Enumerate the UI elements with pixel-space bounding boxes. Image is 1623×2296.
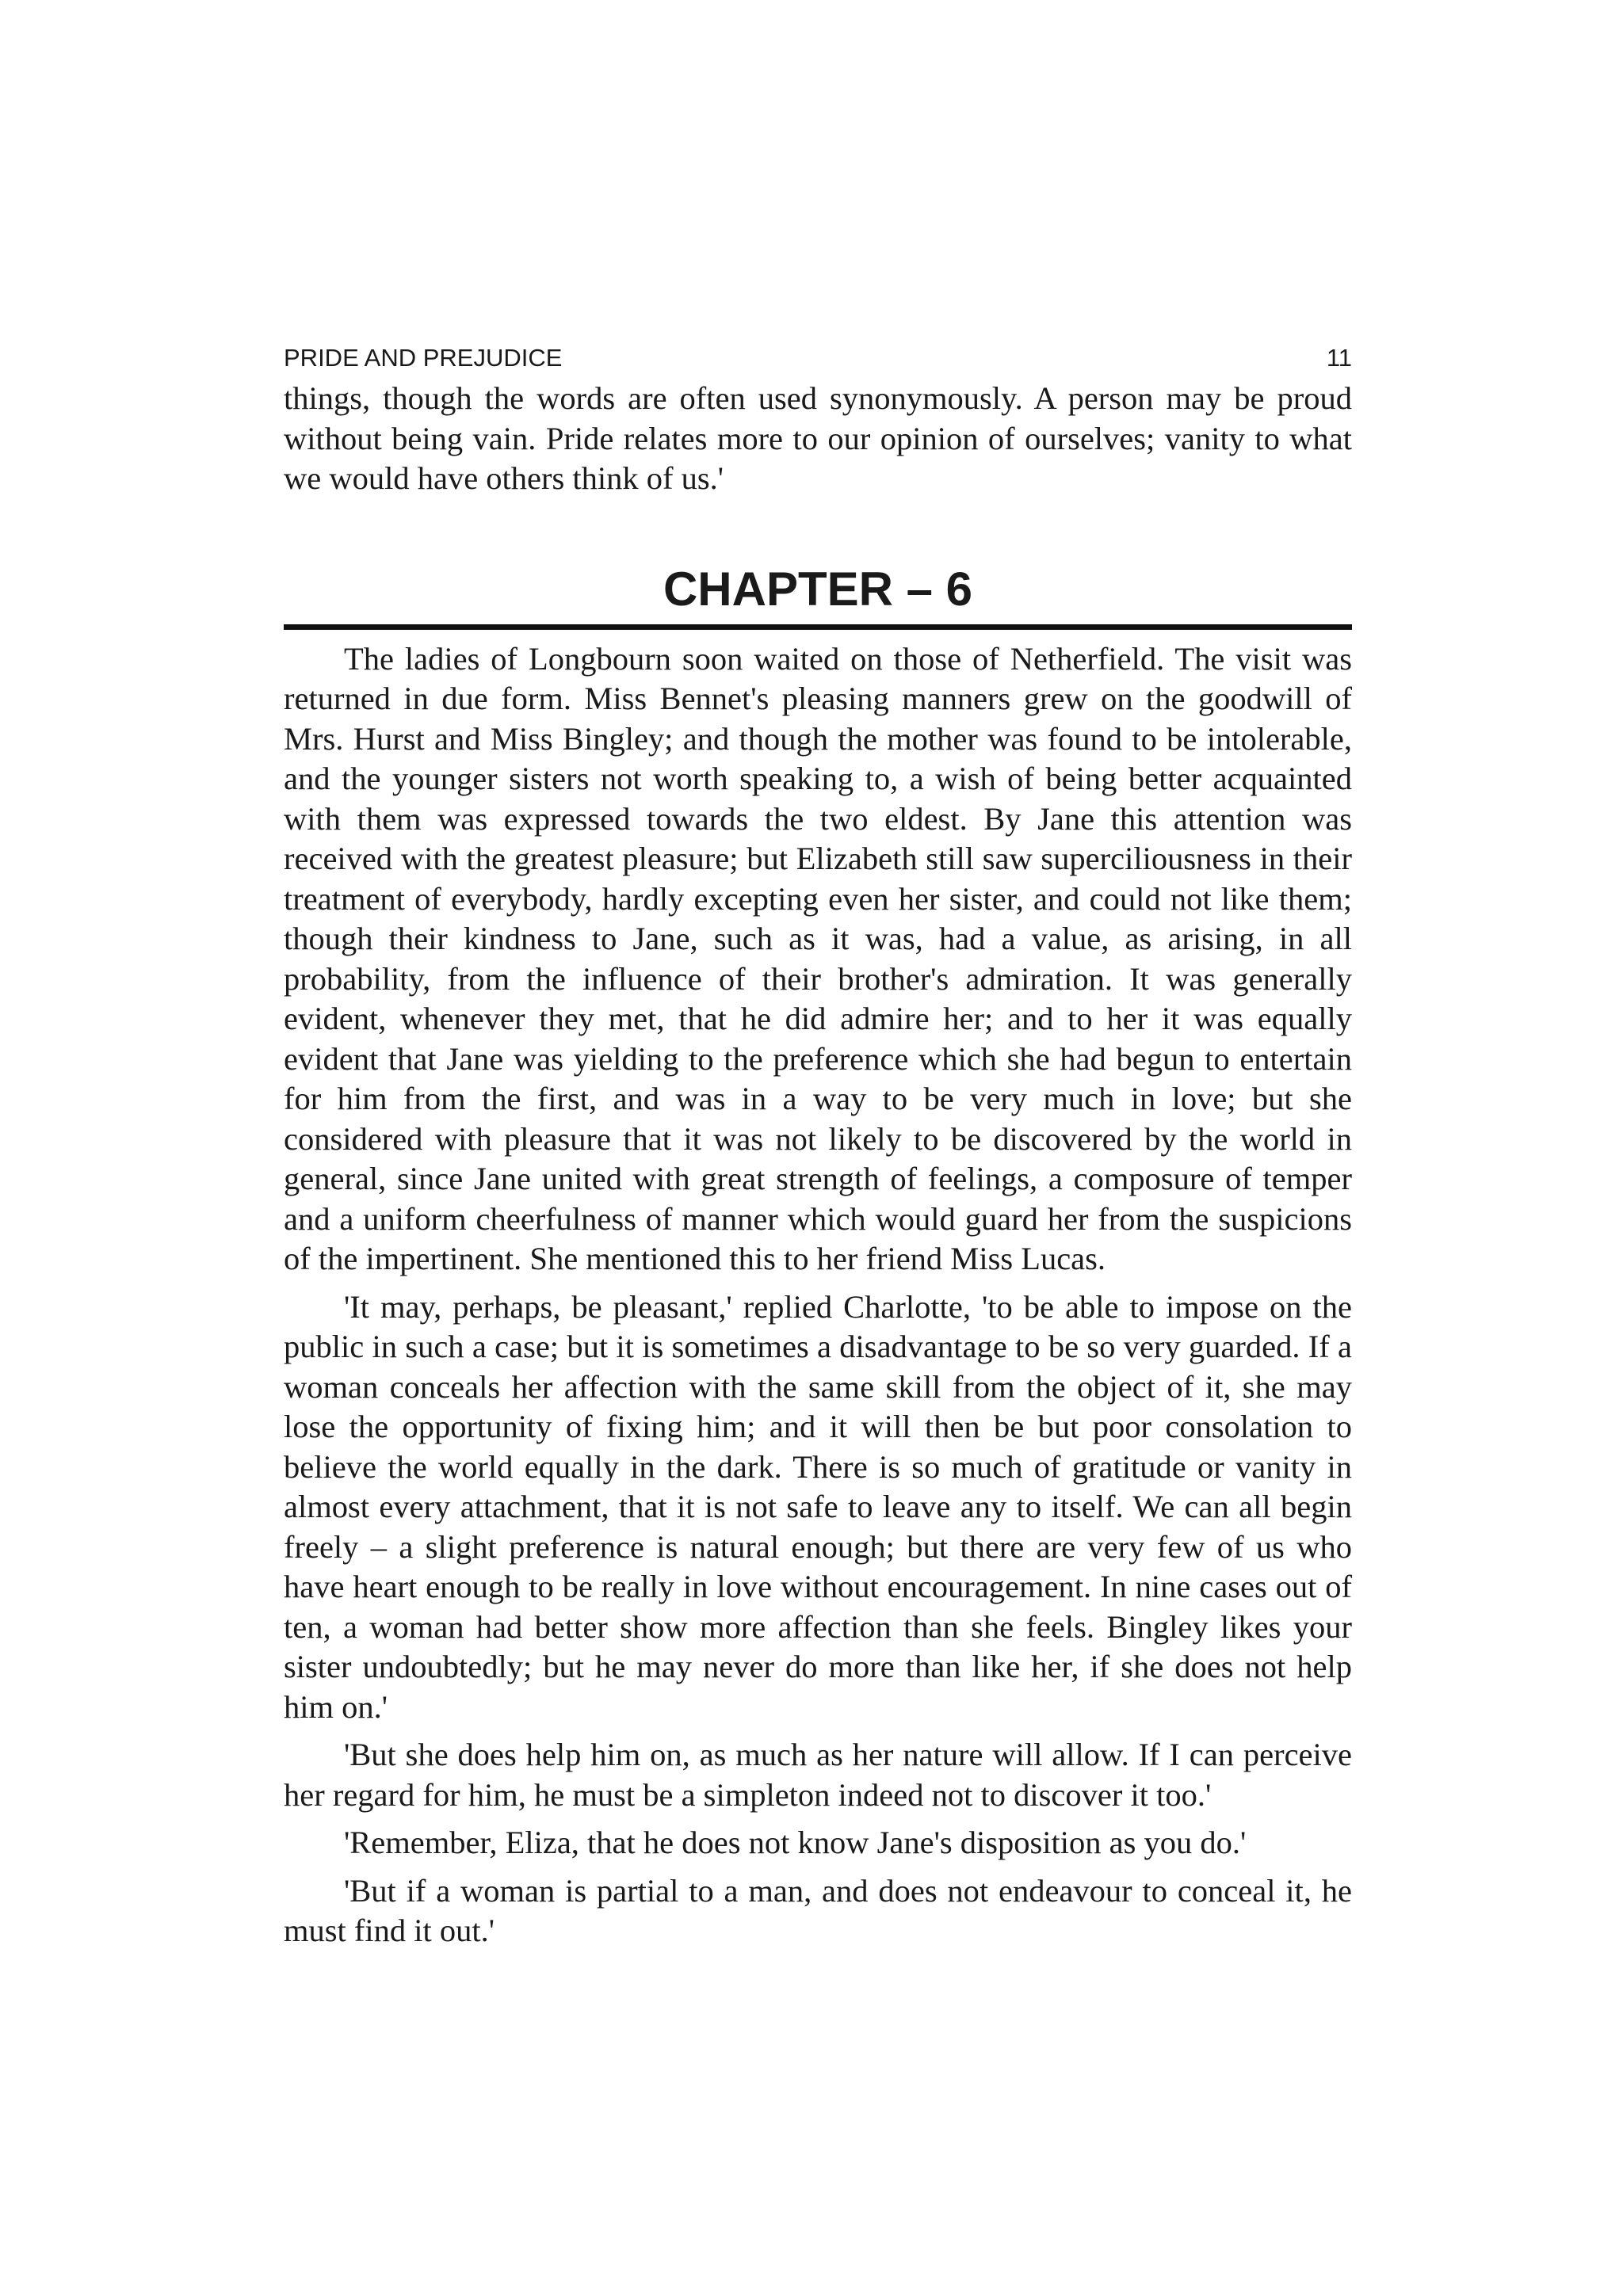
paragraph-3: 'But she does help him on, as much as her nature will allow. If I can perceive her regard for him, he must be a simpleton indeed not to discover it too.' — [284, 1737, 1352, 1813]
paragraph-4: 'Remember, Eliza, that he does not know Jane's disposition as you do.' — [344, 1825, 1247, 1860]
book-page — [284, 342, 1352, 1959]
paragraph-2: 'It may, perhaps, be pleasant,' replied Charlotte, 'to be able to impose on the public in such a case; but it is sometimes a disadvantage to be so very guarded. If a woman conceals her affection with the same skill from the object of it, she may lose the opportunity of fixing him; and it will then be but poor consolation to believe the world equally in the dark. There is so much of gratitude or vanity in almost every attachment, that it is not safe to leave any to itself. We can all begin freely – a slight preference is natural enough; but there are very few of us who have heart enough to be really in love without encouragement. In nine cases out of ten, a woman had better show more affection than she feels. Bingley likes your sister undoubtedly; but he may never do more than like her, if she does not help him on.' — [284, 1288, 1352, 1725]
running-head-title: PRIDE AND PREJUDICE — [284, 344, 563, 372]
paragraph-1: The ladies of Longbourn soon waited on those of Netherfield. The visit was returned in due form. Miss Bennet's pleasing manners grew on the goodwill of Mrs. Hurst and Miss Bingley; and though the mother was found to be intolerable, and the younger sisters not worth speaking to, a wish of being better acquainted with them was expressed towards the two eldest. By Jane this attention was received with the greatest pleasure; but Elizabeth still saw superciliousness in their treatment of everybody, hardly excepting even her sister, and could not like them; though their kindness to Jane, such as it was, had a value, as arising, in all probability, from the influence of their brother's admiration. It was generally evident, whenever they met, that he did admire her; and to her it was equally evident that Jane was yielding to the preference which she had begun to entertain for him from the first, and was in a way to be very much in love; but she considered with pleasure that it was not likely to be discovered by the world in general, since Jane united with great strength of feelings, a composure of temper and a uniform cheerfulness of manner which would guard her from the suspicions of the impertinent. She mentioned this to her friend Miss Lucas. — [284, 640, 1352, 1276]
paragraph-5: 'But if a woman is partial to a man, and does not endeavour to conceal it, he must find it out.' — [284, 1872, 1352, 1948]
chapter-rule — [284, 624, 1352, 630]
running-header — [284, 342, 1352, 377]
page-number: 11 — [1326, 344, 1352, 372]
chapter-heading: CHAPTER – 6 — [663, 562, 973, 616]
continued-paragraph: things, though the words are often used synonymously. A person may be proud without being vain. Pride relates more to our opinion of ourselves; vanity to what we would have others think of us.' — [284, 380, 1352, 496]
